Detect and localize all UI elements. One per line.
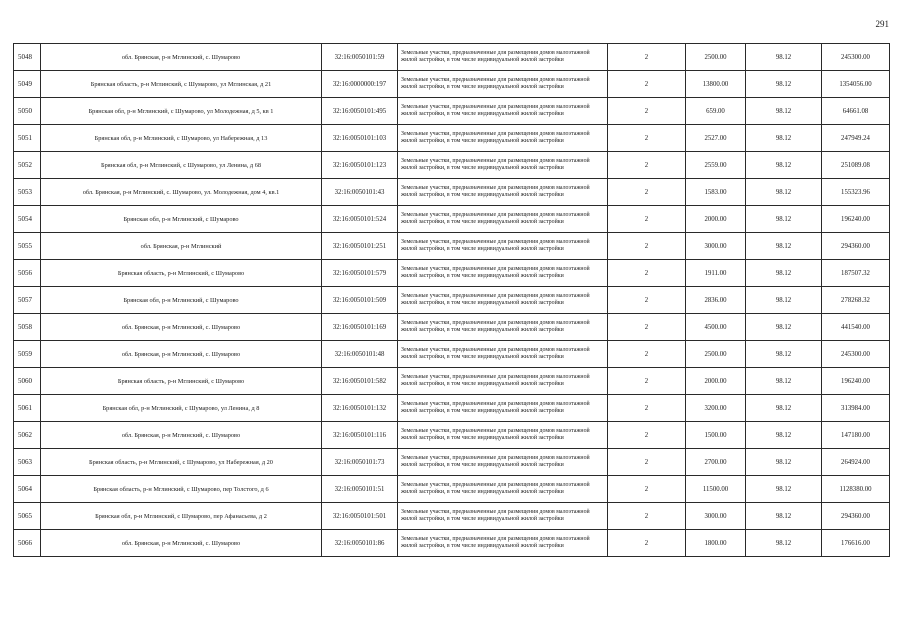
area-cell: 659.00 <box>686 98 746 125</box>
row-number: 5060 <box>14 368 41 395</box>
land-use-cell: Земельные участки, предназначенные для размещения домов малоэтажной жилой застройки, в том числе индивидуальной жилой застройки <box>398 71 608 98</box>
area-cell: 3200.00 <box>686 395 746 422</box>
group-cell: 2 <box>608 152 686 179</box>
table-row <box>14 287 890 314</box>
land-use-cell: Земельные участки, предназначенные для размещения домов малоэтажной жилой застройки, в том числе индивидуальной жилой застройки <box>398 395 608 422</box>
group-cell: 2 <box>608 44 686 71</box>
cadastral-value-cell: 1354056.00 <box>822 71 890 98</box>
row-number: 5062 <box>14 422 41 449</box>
land-use-cell: Земельные участки, предназначенные для размещения домов малоэтажной жилой застройки, в том числе индивидуальной жилой застройки <box>398 179 608 206</box>
cadastral-value-cell: 245300.00 <box>822 341 890 368</box>
cadastral-number-cell: 32:16:0050101:116 <box>322 422 398 449</box>
land-use-cell: Земельные участки, предназначенные для размещения домов малоэтажной жилой застройки, в том числе индивидуальной жилой застройки <box>398 98 608 125</box>
row-number: 5055 <box>14 233 41 260</box>
cadastral-number-cell: 32:16:0050101:582 <box>322 368 398 395</box>
group-cell: 2 <box>608 341 686 368</box>
land-use-cell: Земельные участки, предназначенные для размещения домов малоэтажной жилой застройки, в том числе индивидуальной жилой застройки <box>398 125 608 152</box>
row-number: 5056 <box>14 260 41 287</box>
table-row <box>14 476 890 503</box>
rate-cell: 98.12 <box>746 44 822 71</box>
area-cell: 13800.00 <box>686 71 746 98</box>
cadastral-value-cell: 196240.00 <box>822 368 890 395</box>
area-cell: 2500.00 <box>686 44 746 71</box>
area-cell: 4500.00 <box>686 314 746 341</box>
area-cell: 11500.00 <box>686 476 746 503</box>
land-registry-table <box>13 43 890 557</box>
cadastral-number-cell: 32:16:0050101:251 <box>322 233 398 260</box>
cadastral-number-cell: 32:16:0050101:48 <box>322 341 398 368</box>
cadastral-number-cell: 32:16:0050101:59 <box>322 44 398 71</box>
row-number: 5057 <box>14 287 41 314</box>
address-cell: обл. Брянская, р-н Мглинский, с. Шумарово <box>41 341 322 368</box>
rate-cell: 98.12 <box>746 260 822 287</box>
cadastral-number-cell: 32:16:0050101:132 <box>322 395 398 422</box>
table-row <box>14 179 890 206</box>
row-number: 5048 <box>14 44 41 71</box>
table-row <box>14 314 890 341</box>
group-cell: 2 <box>608 260 686 287</box>
group-cell: 2 <box>608 422 686 449</box>
row-number: 5064 <box>14 476 41 503</box>
table-row <box>14 98 890 125</box>
group-cell: 2 <box>608 71 686 98</box>
row-number: 5050 <box>14 98 41 125</box>
address-cell: Брянская обл, р-н Мглинский, с Шумарово, ул Ленина, д 8 <box>41 395 322 422</box>
area-cell: 2000.00 <box>686 368 746 395</box>
cadastral-number-cell: 32:16:0050101:495 <box>322 98 398 125</box>
cadastral-value-cell: 294360.00 <box>822 233 890 260</box>
area-cell: 1500.00 <box>686 422 746 449</box>
land-use-cell: Земельные участки, предназначенные для размещения домов малоэтажной жилой застройки, в том числе индивидуальной жилой застройки <box>398 287 608 314</box>
land-use-cell: Земельные участки, предназначенные для размещения домов малоэтажной жилой застройки, в том числе индивидуальной жилой застройки <box>398 503 608 530</box>
group-cell: 2 <box>608 206 686 233</box>
cadastral-number-cell: 32:16:0050101:509 <box>322 287 398 314</box>
row-number: 5066 <box>14 530 41 557</box>
land-use-cell: Земельные участки, предназначенные для размещения домов малоэтажной жилой застройки, в том числе индивидуальной жилой застройки <box>398 206 608 233</box>
cadastral-number-cell: 32:16:0050101:524 <box>322 206 398 233</box>
table-body <box>14 44 890 557</box>
address-cell: Брянская обл, р-н Мглинский, с Шумарово, ул Набережная, д 13 <box>41 125 322 152</box>
group-cell: 2 <box>608 503 686 530</box>
row-number: 5061 <box>14 395 41 422</box>
row-number: 5051 <box>14 125 41 152</box>
group-cell: 2 <box>608 395 686 422</box>
group-cell: 2 <box>608 449 686 476</box>
table-row <box>14 422 890 449</box>
cadastral-value-cell: 187507.32 <box>822 260 890 287</box>
address-cell: обл. Брянская, р-н Мглинский, с. Шумарово <box>41 530 322 557</box>
address-cell: обл. Брянская, р-н Мглинский, с. Шумарово <box>41 422 322 449</box>
cadastral-number-cell: 32:16:0050101:169 <box>322 314 398 341</box>
address-cell: Брянская область, р-н Мглинский, с Шумарово <box>41 260 322 287</box>
group-cell: 2 <box>608 530 686 557</box>
rate-cell: 98.12 <box>746 179 822 206</box>
cadastral-number-cell: 32:16:0050101:579 <box>322 260 398 287</box>
address-cell: Брянская область, р-н Мглинский, с Шумарово <box>41 368 322 395</box>
address-cell: обл. Брянская, р-н Мглинский <box>41 233 322 260</box>
row-number: 5065 <box>14 503 41 530</box>
table-row <box>14 503 890 530</box>
address-cell: Брянская обл, р-н Мглинский, с Шумарово <box>41 287 322 314</box>
rate-cell: 98.12 <box>746 71 822 98</box>
cadastral-value-cell: 313984.00 <box>822 395 890 422</box>
rate-cell: 98.12 <box>746 314 822 341</box>
cadastral-value-cell: 147180.00 <box>822 422 890 449</box>
land-use-cell: Земельные участки, предназначенные для размещения домов малоэтажной жилой застройки, в том числе индивидуальной жилой застройки <box>398 422 608 449</box>
cadastral-value-cell: 196240.00 <box>822 206 890 233</box>
rate-cell: 98.12 <box>746 152 822 179</box>
address-cell: Брянская обл, р-н Мглинский, с Шумарово, пер Афанасьева, д 2 <box>41 503 322 530</box>
table-row <box>14 368 890 395</box>
table-row <box>14 530 890 557</box>
table-row <box>14 341 890 368</box>
area-cell: 2000.00 <box>686 206 746 233</box>
row-number: 5049 <box>14 71 41 98</box>
area-cell: 2836.00 <box>686 287 746 314</box>
group-cell: 2 <box>608 179 686 206</box>
table-row <box>14 206 890 233</box>
rate-cell: 98.12 <box>746 98 822 125</box>
cadastral-number-cell: 32:16:0050101:123 <box>322 152 398 179</box>
rate-cell: 98.12 <box>746 422 822 449</box>
address-cell: обл. Брянская, р-н Мглинский, с. Шумарово <box>41 314 322 341</box>
cadastral-number-cell: 32:16:0050101:73 <box>322 449 398 476</box>
row-number: 5053 <box>14 179 41 206</box>
cadastral-value-cell: 441540.00 <box>822 314 890 341</box>
rate-cell: 98.12 <box>746 530 822 557</box>
area-cell: 1800.00 <box>686 530 746 557</box>
address-cell: обл. Брянская, р-н Мглинский, с. Шумарово <box>41 44 322 71</box>
table-row <box>14 125 890 152</box>
area-cell: 2527.00 <box>686 125 746 152</box>
table-row <box>14 44 890 71</box>
cadastral-value-cell: 64661.08 <box>822 98 890 125</box>
rate-cell: 98.12 <box>746 233 822 260</box>
land-use-cell: Земельные участки, предназначенные для размещения домов малоэтажной жилой застройки, в том числе индивидуальной жилой застройки <box>398 314 608 341</box>
address-cell: Брянская область, р-н Мглинский, с Шумарово, ул Набережная, д 20 <box>41 449 322 476</box>
cadastral-number-cell: 32:16:0050101:43 <box>322 179 398 206</box>
group-cell: 2 <box>608 368 686 395</box>
area-cell: 2500.00 <box>686 341 746 368</box>
group-cell: 2 <box>608 125 686 152</box>
land-use-cell: Земельные участки, предназначенные для размещения домов малоэтажной жилой застройки, в том числе индивидуальной жилой застройки <box>398 44 608 71</box>
area-cell: 3000.00 <box>686 503 746 530</box>
cadastral-value-cell: 264924.00 <box>822 449 890 476</box>
area-cell: 1583.00 <box>686 179 746 206</box>
table-row <box>14 152 890 179</box>
row-number: 5054 <box>14 206 41 233</box>
group-cell: 2 <box>608 476 686 503</box>
cadastral-value-cell: 176616.00 <box>822 530 890 557</box>
group-cell: 2 <box>608 314 686 341</box>
land-use-cell: Земельные участки, предназначенные для размещения домов малоэтажной жилой застройки, в том числе индивидуальной жилой застройки <box>398 260 608 287</box>
table-row <box>14 449 890 476</box>
cadastral-number-cell: 32:16:0000000:197 <box>322 71 398 98</box>
table-row <box>14 71 890 98</box>
rate-cell: 98.12 <box>746 125 822 152</box>
rate-cell: 98.12 <box>746 503 822 530</box>
cadastral-value-cell: 278268.32 <box>822 287 890 314</box>
cadastral-value-cell: 294360.00 <box>822 503 890 530</box>
table-row <box>14 395 890 422</box>
address-cell: Брянская область, р-н Мглинский, с Шумарово, пер Толстого, д 6 <box>41 476 322 503</box>
address-cell: Брянская обл, р-н Мглинский, с Шумарово <box>41 206 322 233</box>
area-cell: 2559.00 <box>686 152 746 179</box>
land-use-cell: Земельные участки, предназначенные для размещения домов малоэтажной жилой застройки, в том числе индивидуальной жилой застройки <box>398 341 608 368</box>
row-number: 5059 <box>14 341 41 368</box>
address-cell: Брянская область, р-н Мглинский, с Шумарово, ул Мглинская, д 21 <box>41 71 322 98</box>
group-cell: 2 <box>608 287 686 314</box>
row-number: 5063 <box>14 449 41 476</box>
area-cell: 3000.00 <box>686 233 746 260</box>
area-cell: 1911.00 <box>686 260 746 287</box>
address-cell: Брянская обл, р-н Мглинский, с Шумарово, ул Ленина, д 68 <box>41 152 322 179</box>
land-use-cell: Земельные участки, предназначенные для размещения домов малоэтажной жилой застройки, в том числе индивидуальной жилой застройки <box>398 449 608 476</box>
cadastral-number-cell: 32:16:0050101:103 <box>322 125 398 152</box>
rate-cell: 98.12 <box>746 206 822 233</box>
cadastral-number-cell: 32:16:0050101:86 <box>322 530 398 557</box>
area-cell: 2700.00 <box>686 449 746 476</box>
address-cell: Брянская обл, р-н Мглинский, с Шумарово, ул Молодежная, д 5, кв 1 <box>41 98 322 125</box>
land-use-cell: Земельные участки, предназначенные для размещения домов малоэтажной жилой застройки, в том числе индивидуальной жилой застройки <box>398 152 608 179</box>
cadastral-value-cell: 155323.96 <box>822 179 890 206</box>
land-use-cell: Земельные участки, предназначенные для размещения домов малоэтажной жилой застройки, в том числе индивидуальной жилой застройки <box>398 233 608 260</box>
rate-cell: 98.12 <box>746 395 822 422</box>
cadastral-value-cell: 1128380.00 <box>822 476 890 503</box>
land-use-cell: Земельные участки, предназначенные для размещения домов малоэтажной жилой застройки, в том числе индивидуальной жилой застройки <box>398 530 608 557</box>
cadastral-number-cell: 32:16:0050101:501 <box>322 503 398 530</box>
rate-cell: 98.12 <box>746 368 822 395</box>
rate-cell: 98.12 <box>746 287 822 314</box>
table-row <box>14 260 890 287</box>
address-cell: обл. Брянская, р-н Мглинский, с. Шумарово, ул. Молодежная, дом 4, кв.1 <box>41 179 322 206</box>
land-use-cell: Земельные участки, предназначенные для размещения домов малоэтажной жилой застройки, в том числе индивидуальной жилой застройки <box>398 368 608 395</box>
group-cell: 2 <box>608 233 686 260</box>
row-number: 5058 <box>14 314 41 341</box>
cadastral-number-cell: 32:16:0050101:51 <box>322 476 398 503</box>
rate-cell: 98.12 <box>746 476 822 503</box>
rate-cell: 98.12 <box>746 341 822 368</box>
cadastral-value-cell: 251089.08 <box>822 152 890 179</box>
cadastral-value-cell: 245300.00 <box>822 44 890 71</box>
group-cell: 2 <box>608 98 686 125</box>
page-number: 291 <box>875 19 889 29</box>
cadastral-value-cell: 247949.24 <box>822 125 890 152</box>
row-number: 5052 <box>14 152 41 179</box>
rate-cell: 98.12 <box>746 449 822 476</box>
land-use-cell: Земельные участки, предназначенные для размещения домов малоэтажной жилой застройки, в том числе индивидуальной жилой застройки <box>398 476 608 503</box>
table-row <box>14 233 890 260</box>
